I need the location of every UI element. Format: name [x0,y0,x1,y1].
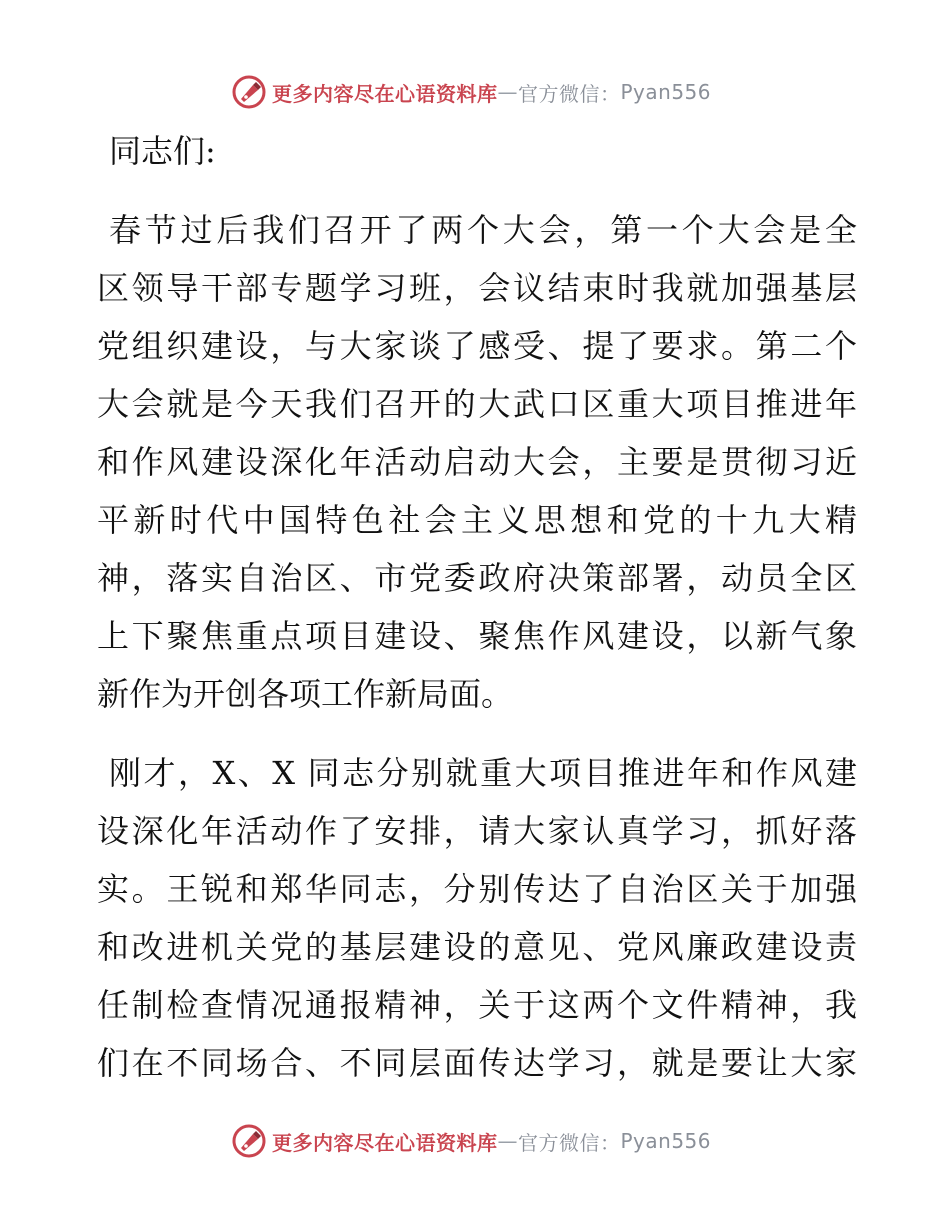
paragraph-line: 区领导干部专题学习班，会议结束时我就加强基层 [97,269,857,307]
paragraph-line: 春节过后我们召开了两个大会，第一个大会是全 [109,211,857,249]
paragraph-line: 刚才，X、X 同志分别就重大项目推进年和作风建 [109,754,857,792]
paragraph-line: 新作为开创各项工作新局面。 [97,675,514,713]
watermark-dash: — [497,1129,518,1153]
paragraph-line: 设深化年活动作了安排，请大家认真学习，抓好落 [97,812,857,850]
paragraph-line: 党组织建设，与大家谈了感受、提了要求。第二个 [97,327,857,365]
paragraph-line: 任制检查情况通报精神，关于这两个文件精神，我 [97,986,857,1024]
paragraph-line: 和作风建设深化年活动启动大会，主要是贯彻习近 [97,443,857,481]
watermark-account: Pyan556 [620,1129,712,1153]
header-watermark [232,72,711,112]
paragraph-1 [97,201,857,723]
document-body [97,122,857,1092]
paragraph-line: 和改进机关党的基层建设的意见、党风廉政建设责 [97,928,857,966]
watermark-account: Pyan556 [620,80,712,104]
paragraph-line: 神，落实自治区、市党委政府决策部署，动员全区 [97,559,857,597]
watermark-dash: — [497,80,518,104]
watermark-label: 官方微信： [518,81,621,106]
paragraph-line: 实。王锐和郑华同志，分别传达了自治区关于加强 [97,870,857,908]
paragraph-line: 们在不同场合、不同层面传达学习，就是要让大家 [97,1044,857,1082]
paragraph-line: 大会就是今天我们召开的大武口区重大项目推进年 [97,385,857,423]
paragraph-line: 上下聚焦重点项目建设、聚焦作风建设，以新气象 [97,617,857,655]
watermark-brand: 更多内容尽在心语资料库 [272,1130,498,1155]
watermark-label: 官方微信： [518,1130,621,1155]
pen-nib-logo-icon [232,75,266,109]
salutation: 同志们: [109,132,216,170]
watermark-brand: 更多内容尽在心语资料库 [272,81,498,106]
pen-nib-logo-icon [232,1124,266,1158]
paragraph-line: 平新时代中国特色社会主义思想和党的十九大精 [97,501,857,539]
paragraph-2 [97,744,857,1092]
footer-watermark [232,1121,711,1161]
